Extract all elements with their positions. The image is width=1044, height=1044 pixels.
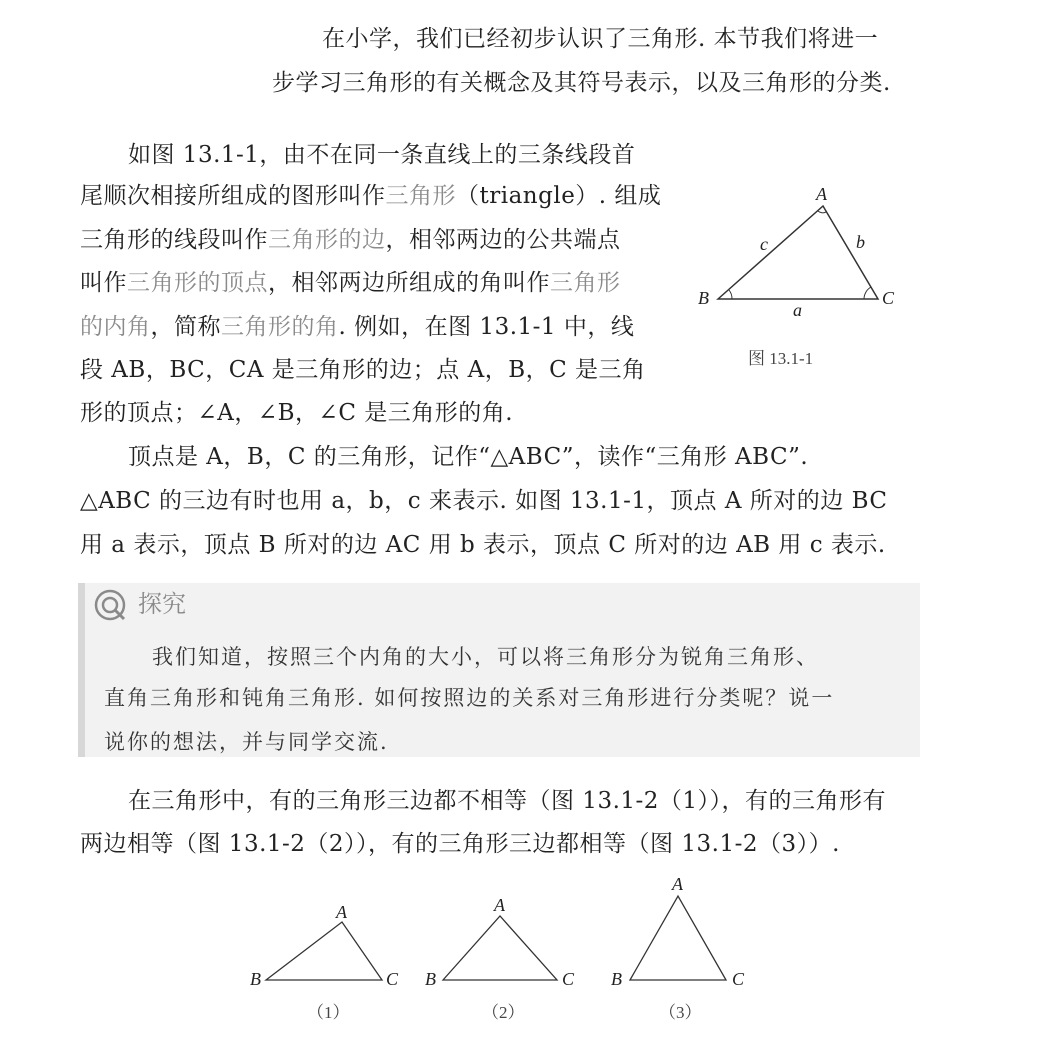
intro-line-1: 在小学，我们已经初步认识了三角形. 本节我们将进一 (322, 26, 879, 52)
vertex-a-label: A (672, 874, 683, 894)
vertex-b-label: B (611, 969, 622, 989)
def-text: . 例如，在图 13.1-1 中，线 (338, 314, 635, 340)
caption-2: （2） (482, 1003, 525, 1022)
explore-title: 探究 (138, 590, 186, 618)
vertex-c-label: C (562, 969, 575, 989)
def-text: ，相邻两边所组成的角叫作 (268, 270, 550, 296)
caption-1: （1） (307, 1003, 350, 1022)
vertex-c-label: C (882, 288, 895, 308)
figure-13-1-1 (698, 184, 895, 368)
term-triangle: 三角形 (385, 183, 456, 209)
figure-caption: 图 13.1-1 (748, 349, 814, 368)
vertex-a-label: A (816, 184, 827, 204)
term-side: 三角形的边 (268, 227, 386, 253)
classify-line-2: 两边相等（图 13.1-2（2）），有的三角形三边都相等（图 13.1-2（3））. (80, 831, 840, 857)
def-text: 叫作 (80, 270, 127, 296)
intro-line-2: 步学习三角形的有关概念及其符号表示，以及三角形的分类. (272, 70, 891, 96)
vertex-b-label: B (698, 288, 709, 308)
classify-line-1: 在三角形中，有的三角形三边都不相等（图 13.1-2（1）），有的三角形有 (128, 788, 887, 814)
explore-line-3: 说你的想法，并与同学交流. (104, 730, 389, 754)
notation-line-2: △ABC 的三边有时也用 a，b，c 来表示. 如图 13.1-1，顶点 A 所对的边 BC (80, 488, 888, 514)
angle-a-mark (818, 211, 826, 213)
term-interior-angle-2: 的内角 (80, 314, 151, 340)
figure-13-1-2-3 (611, 874, 745, 1022)
vertex-a-label: A (336, 902, 347, 922)
vertex-b-label: B (425, 969, 436, 989)
notation-line-3: 用 a 表示，顶点 B 所对的边 AC 用 b 表示，顶点 C 所对的边 AB 用 c 表示. (80, 532, 886, 558)
def-line-7: 形的顶点；∠A，∠B，∠C 是三角形的角. (80, 400, 514, 426)
def-line-6: 段 AB，BC，CA 是三角形的边；点 A，B，C 是三角 (80, 357, 646, 383)
triangle-isosceles (443, 916, 557, 980)
triangle-scalene (266, 922, 382, 980)
side-c-label: c (760, 234, 768, 254)
term-vertex: 三角形的顶点 (127, 270, 268, 296)
caption-3: （3） (659, 1003, 702, 1022)
angle-b-mark (729, 290, 732, 299)
figure-13-1-2-2 (425, 895, 575, 1022)
figure-13-1-2-1 (250, 902, 399, 1022)
def-text: ，相邻两边的公共端点 (385, 227, 621, 253)
vertex-b-label: B (250, 969, 261, 989)
triangle-abc (718, 206, 878, 299)
notation-line-1: 顶点是 A，B，C 的三角形，记作“△ABC”，读作“三角形 ABC”. (128, 444, 809, 470)
vertex-c-label: C (386, 969, 399, 989)
angle-c-mark (864, 287, 871, 299)
def-text: 三角形的线段叫作 (80, 227, 268, 253)
triangle-equilateral (630, 896, 726, 980)
explore-line-1: 我们知道，按照三个内角的大小，可以将三角形分为锐角三角形、 (152, 645, 819, 669)
vertex-c-label: C (732, 969, 745, 989)
def-text: ，简称 (150, 314, 221, 340)
side-a-label: a (793, 300, 802, 320)
def-text: 尾顺次相接所组成的图形叫作 (80, 183, 386, 209)
term-angle: 三角形的角 (221, 314, 339, 340)
term-interior-angle-1: 三角形 (550, 270, 621, 296)
explore-line-2: 直角三角形和钝角三角形. 如何按照边的关系对三角形进行分类呢？说一 (104, 686, 835, 710)
vertex-a-label: A (494, 895, 505, 915)
def-text: （triangle）. 组成 (456, 183, 662, 209)
side-b-label: b (856, 232, 865, 252)
def-line-1: 如图 13.1-1，由不在同一条直线上的三条线段首 (128, 142, 636, 168)
